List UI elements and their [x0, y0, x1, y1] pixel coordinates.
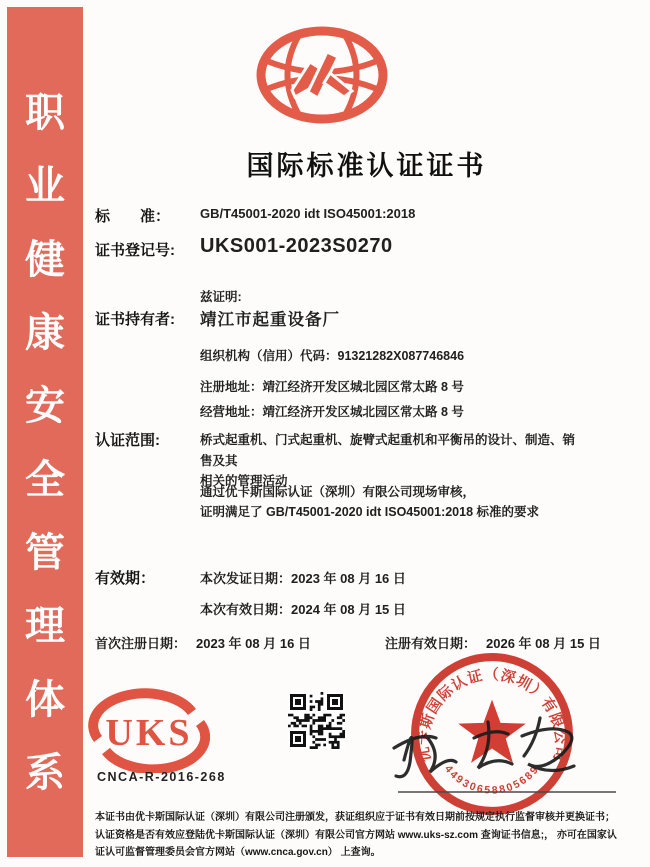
scope-line1: 桥式起重机、门式起重机、旋臂式起重机和平衡吊的设计、制造、销售及其	[200, 433, 576, 468]
footer-line2: 认证资格是否有效应登陆优卡斯国际认证（深圳）有限公司官方网站 www.uks-sz.com 查询证书信息;， 亦可在国家认	[95, 829, 617, 841]
banner-char: 职	[25, 91, 65, 135]
first-registration-value: 2023 年 08 月 16 日	[196, 636, 311, 651]
audit-statement	[200, 482, 600, 522]
qr-code-icon	[288, 692, 345, 754]
globe-emblem-icon	[254, 26, 391, 131]
scope-label: 认证范围:	[95, 432, 160, 449]
uks-letters: UKS	[105, 712, 193, 754]
uks-logo-icon	[88, 687, 210, 778]
footer-line1: 本证书由优卡斯国际认证（深圳）有限公司注册颁发，获证组织应于证书有效日期前按规定执行监督审核并更换证书；	[95, 812, 615, 823]
cert-number-label: 证书登记号:	[95, 242, 175, 259]
holder-label: 证书持有者:	[95, 311, 175, 328]
footer-notes	[95, 809, 647, 862]
stamp-company-name: 优卡斯国际认证（深圳）有限公司	[415, 667, 569, 763]
cert-number-value: UKS001-2023S0270	[200, 235, 393, 257]
first-registration	[95, 633, 311, 652]
stamp-serial-number: 44930658805689	[442, 763, 542, 797]
hereby-certify-text: 兹证明:	[200, 290, 242, 304]
audit-line2: 证明满足了 GB/T45001-2020 idt ISO45001:2018 标准的要求	[200, 505, 540, 519]
banner-char: 康	[25, 310, 65, 355]
issue-date: 本次发证日期：2023 年 08 月 16 日	[200, 571, 406, 586]
registered-address-line: 注册地址：靖江经济开发区城北园区常太路 8 号	[200, 380, 464, 394]
banner-char: 安	[25, 384, 65, 429]
first-registration-label: 首次注册日期：	[95, 636, 187, 651]
footer-line3: 证认可监督管理委员会官方网站（www.cnca.gov.cn） 上查询。	[95, 847, 381, 858]
standard-label: 标 准：	[95, 208, 171, 225]
expiry-date: 本次有效日期：2024 年 08 月 15 日	[200, 602, 406, 617]
scheme-banner	[7, 7, 83, 857]
banner-char: 理	[25, 604, 65, 649]
scope-line2: 相关的管理活动	[200, 474, 288, 489]
banner-char: 业	[25, 164, 65, 209]
registration-valid-value: 2026 年 08 月 15 日	[486, 636, 601, 651]
audit-line1: 通过优卡斯国际认证（深圳）有限公司现场审核，	[200, 485, 476, 499]
certificate-title: 国际标准认证证书	[246, 151, 487, 181]
banner-char: 系	[25, 750, 65, 795]
holder-value: 靖江市起重设备厂	[200, 311, 340, 329]
business-address-line: 经营地址：靖江经济开发区城北园区常太路 8 号	[200, 405, 464, 419]
banner-char: 体	[25, 677, 65, 722]
banner-char: 管	[25, 530, 65, 575]
banner-char: 健	[25, 237, 65, 282]
org-code-line: 组织机构（信用）代码：91321282X087746846	[200, 349, 465, 363]
standard-value: GB/T45001-2020 idt ISO45001:2018	[200, 206, 416, 221]
accreditation-code: CNCA-R-2016-268	[97, 770, 226, 784]
banner-char: 全	[25, 457, 65, 502]
registration-valid-label: 注册有效日期：	[385, 636, 477, 651]
signature	[390, 696, 625, 806]
validity-label: 有效期：	[95, 570, 156, 587]
